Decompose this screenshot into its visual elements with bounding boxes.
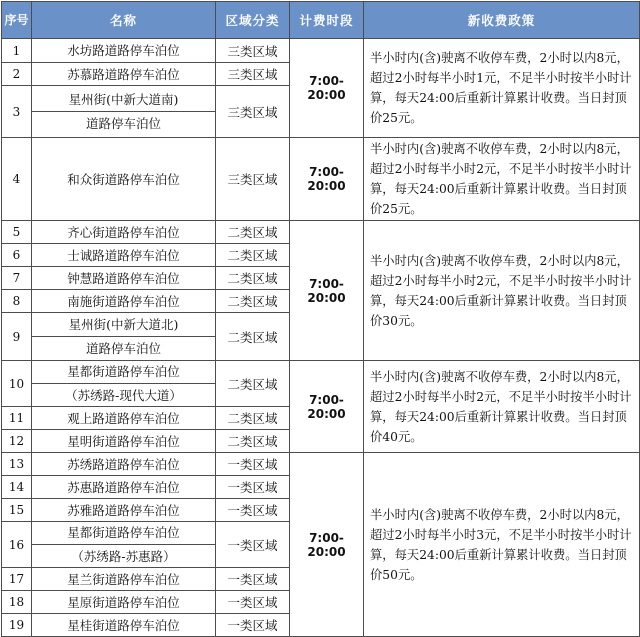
row-name-line2: （苏绣路-苏惠路）: [32, 544, 216, 565]
table-row: [2, 138, 640, 221]
row-zone: 二类区域: [216, 430, 290, 453]
row-zone: 三类区域: [216, 63, 290, 86]
row-seq: 17: [2, 568, 32, 591]
row-name: 星兰街道路停车泊位: [32, 568, 216, 591]
row-name-line1: 星都街道路停车泊位: [67, 364, 180, 379]
parking-fee-table: [1, 1, 640, 637]
row-name-line1: 星州街(中新大道北): [68, 317, 179, 332]
row-zone: 三类区域: [216, 39, 290, 63]
row-seq: 4: [2, 138, 32, 221]
group-policy: 半小时内(含)驶离不收停车费，2小时以内8元，超过2小时每半小时2元，不足半小时按半小时计算，每天24:00后重新计算累计收费。当日封顶价40元。: [364, 361, 640, 453]
row-seq: 7: [2, 267, 32, 290]
row-zone: 二类区域: [216, 267, 290, 290]
table-row: [2, 39, 640, 63]
group-policy: 半小时内(含)驶离不收停车费，2小时以内8元，超过2小时每半小时1元，不足半小时按半小时计算，每天24:00后重新计算累计收费。当日封顶价25元。: [364, 39, 640, 138]
row-zone: 二类区域: [216, 313, 290, 361]
row-seq: 11: [2, 407, 32, 430]
row-name-line2: 道路停车泊位: [32, 111, 216, 132]
table-row: [2, 361, 640, 407]
row-seq: 5: [2, 221, 32, 244]
row-seq: 10: [2, 361, 32, 407]
row-name-line1: 星州街(中新大道南): [68, 92, 179, 107]
row-name-line1: 星都街道路停车泊位: [67, 525, 180, 540]
row-seq: 6: [2, 244, 32, 267]
row-name: 星原街道路停车泊位: [32, 591, 216, 614]
header-policy: 新收费政策: [364, 2, 640, 39]
row-name: 南施街道路停车泊位: [32, 290, 216, 313]
row-name-line2: 道路停车泊位: [32, 336, 216, 357]
row-seq: 19: [2, 614, 32, 637]
row-name: [32, 361, 216, 407]
row-name: 苏雅路道路停车泊位: [32, 499, 216, 522]
row-name: [32, 86, 216, 138]
group-time: 7:00-20:00: [290, 138, 364, 221]
row-name: 水坊路道路停车泊位: [32, 39, 216, 63]
row-name: 苏慕路道路停车泊位: [32, 63, 216, 86]
row-name: 苏绣路道路停车泊位: [32, 453, 216, 476]
row-zone: 二类区域: [216, 407, 290, 430]
row-zone: 三类区域: [216, 138, 290, 221]
row-seq: 2: [2, 63, 32, 86]
row-zone: 一类区域: [216, 499, 290, 522]
row-zone: 一类区域: [216, 522, 290, 568]
group-time: 7:00-20:00: [290, 453, 364, 637]
row-seq: 1: [2, 39, 32, 63]
row-zone: 二类区域: [216, 290, 290, 313]
row-name: 齐心街道路停车泊位: [32, 221, 216, 244]
row-zone: 一类区域: [216, 476, 290, 499]
row-zone: 一类区域: [216, 591, 290, 614]
group-time: 7:00-20:00: [290, 361, 364, 453]
row-zone: 二类区域: [216, 244, 290, 267]
header-zone: 区域分类: [216, 2, 290, 39]
row-zone: 一类区域: [216, 568, 290, 591]
row-name: 苏惠路道路停车泊位: [32, 476, 216, 499]
header-name: 名称: [32, 2, 216, 39]
row-seq: 9: [2, 313, 32, 361]
row-name: 星桂街道路停车泊位: [32, 614, 216, 637]
row-seq: 18: [2, 591, 32, 614]
row-name: [32, 522, 216, 568]
row-name: 士诚路道路停车泊位: [32, 244, 216, 267]
row-name: 钟慧路道路停车泊位: [32, 267, 216, 290]
row-seq: 8: [2, 290, 32, 313]
table-row: [2, 221, 640, 244]
group-policy: 半小时内(含)驶离不收停车费，2小时以内8元，超过2小时每半小时2元，不足半小时按半小时计算，每天24:00后重新计算累计收费。当日封顶价30元。: [364, 221, 640, 361]
group-time: 7:00-20:00: [290, 39, 364, 138]
table-header-row: [2, 2, 640, 39]
table-row: [2, 453, 640, 476]
row-zone: 二类区域: [216, 221, 290, 244]
row-name: 和众街道路停车泊位: [32, 138, 216, 221]
row-name: [32, 313, 216, 361]
row-seq: 16: [2, 522, 32, 568]
row-name: 观上路道路停车泊位: [32, 407, 216, 430]
header-time: 计费时段: [290, 2, 364, 39]
row-zone: 二类区域: [216, 361, 290, 407]
header-seq: 序号: [2, 2, 32, 39]
row-seq: 12: [2, 430, 32, 453]
row-name-line2: （苏绣路-现代大道）: [32, 383, 216, 404]
row-seq: 15: [2, 499, 32, 522]
row-seq: 3: [2, 86, 32, 138]
row-seq: 13: [2, 453, 32, 476]
group-policy: 半小时内(含)驶离不收停车费，2小时以内8元，超过2小时每半小时2元，不足半小时按半小时计算，每天24:00后重新计算累计收费。当日封顶价25元。: [364, 138, 640, 221]
row-zone: 一类区域: [216, 614, 290, 637]
row-zone: 三类区域: [216, 86, 290, 138]
row-name: 星明街道路停车泊位: [32, 430, 216, 453]
row-seq: 14: [2, 476, 32, 499]
group-time: 7:00-20:00: [290, 221, 364, 361]
group-policy: 半小时内(含)驶离不收停车费，2小时以内8元，超过2小时每半小时3元，不足半小时按半小时计算，每天24:00后重新计算累计收费。当日封顶价50元。: [364, 453, 640, 637]
row-zone: 一类区域: [216, 453, 290, 476]
